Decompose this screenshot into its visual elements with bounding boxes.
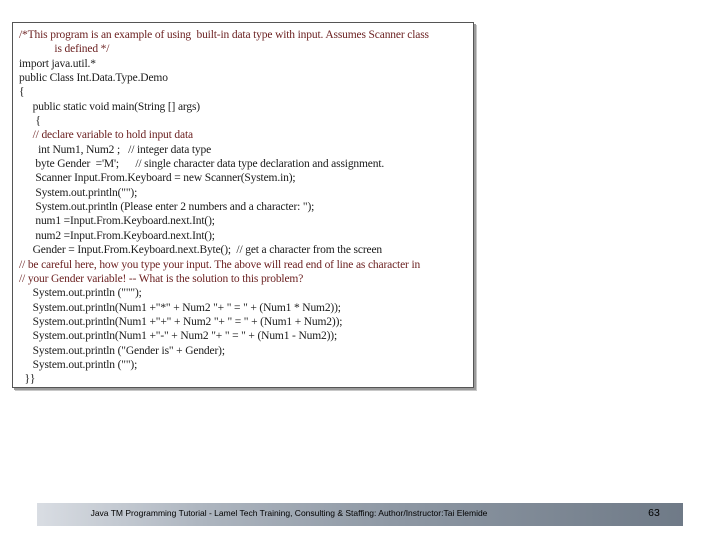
code-line: System.out.println (""); [19,358,138,371]
code-line: System.out.println (Please enter 2 numbers and a character: "); [19,201,315,214]
code-line: is defined */ [19,43,110,56]
code-line: { [19,115,41,128]
code-line: int Num1, Num2 ; // integer data type [19,143,212,156]
code-line: num2 =Input.From.Keyboard.next.Int(); [19,229,215,242]
code-line: // declare variable to hold input data [19,129,193,142]
code-line: /*This program is an example of using built-in data type with input. Assumes Scanner class [19,29,429,41]
code-line: System.out.println ("""); [19,287,142,300]
code-line: // your Gender variable! -- What is the solution to this problem? [19,272,304,285]
code-listing-box [12,22,474,388]
page-number: 63 [648,507,660,519]
code-line: }} [19,373,36,386]
code-line: import java.util.* [19,57,96,70]
footer-bar [37,503,683,526]
code-line: System.out.println(Num1 +"*" + Num2 "+ " = " + (Num1 * Num2)); [19,301,341,314]
code-line: System.out.println(""); [19,186,138,199]
code-line: Gender = Input.From.Keyboard.next.Byte(); // get a character from the screen [19,244,383,257]
code-line: public Class Int.Data.Type.Demo [19,72,168,85]
code-line: System.out.println(Num1 +"-" + Num2 "+ " = " + (Num1 - Num2)); [19,330,337,343]
code-line: System.out.println(Num1 +"+" + Num2 "+ " = " + (Num1 + Num2)); [19,315,343,328]
footer-credit-text: Java TM Programming Tutorial - Lamel Tech Training, Consulting & Staffing: Author/Instructor:Tai Elemide [90,508,488,518]
code-line: public static void main(String [] args) [19,100,200,113]
code-line: // be careful here, how you type your input. The above will read end of line as character in [19,258,421,271]
code-line: num1 =Input.From.Keyboard.next.Int(); [19,215,215,228]
code-line: byte Gender ='M'; // single character data type declaration and assignment. [19,158,385,171]
code-line: Scanner Input.From.Keyboard = new Scanner(System.in); [19,172,296,185]
code-line: { [19,86,25,99]
code-line: System.out.println ("Gender is" + Gender); [19,344,225,357]
